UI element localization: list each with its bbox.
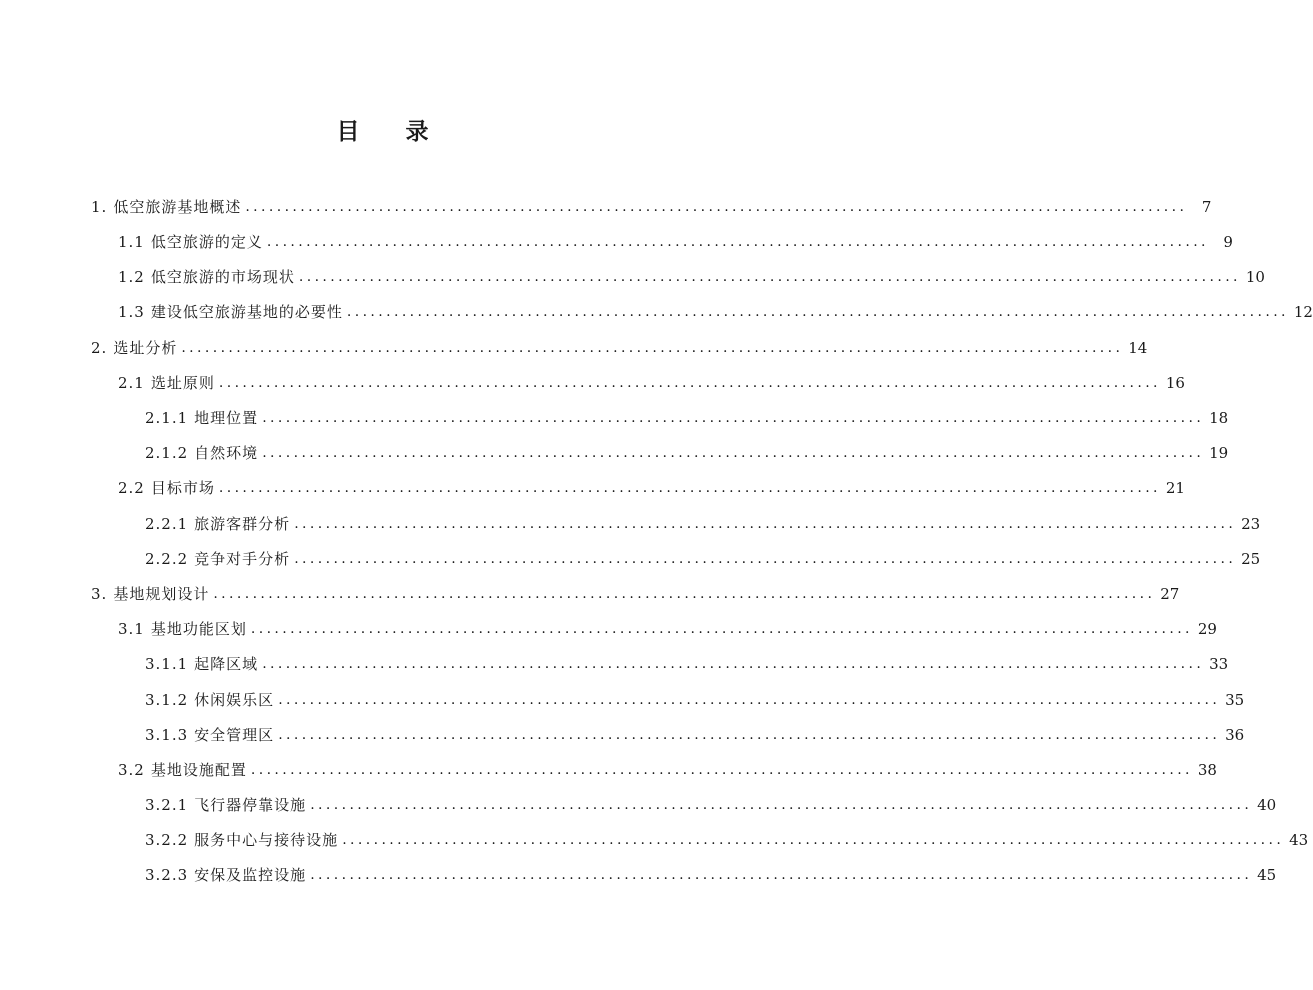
- toc-entry-text: 安全管理区: [194, 726, 275, 744]
- toc-entry-label: [145, 725, 274, 745]
- toc-entry-number: 3.1.2: [145, 691, 189, 709]
- toc-entry-number: 2.1: [118, 374, 145, 392]
- toc-entry-text: 选址原则: [150, 374, 215, 392]
- toc-leader-dots: ........................................................................................................................: [294, 516, 1237, 532]
- toc-entry-number: 3.: [91, 585, 108, 603]
- toc-entry-number: 1.1: [118, 233, 145, 251]
- toc-entry[interactable]: [0, 545, 1261, 569]
- toc-entry-label: [145, 690, 274, 710]
- toc-page-number: 45: [1257, 866, 1277, 884]
- toc-entry-text: 旅游客群分析: [194, 515, 291, 533]
- toc-leader-dots: ........................................................................................................................: [262, 410, 1205, 426]
- toc-page-number: 12: [1293, 303, 1313, 321]
- toc-entry-text: 低空旅游的市场现状: [150, 268, 295, 286]
- toc-page-number: 27: [1160, 585, 1180, 603]
- toc-entry-number: 2.1.1: [145, 409, 189, 427]
- toc-entry-label: [118, 373, 215, 393]
- toc-entry[interactable]: [0, 756, 1217, 780]
- toc-entry-number: 3.1: [118, 620, 145, 638]
- toc-entry-text: 选址分析: [113, 339, 178, 357]
- toc-entry-text: 建设低空旅游基地的必要性: [150, 303, 343, 321]
- toc-entry-number: 3.2.2: [145, 831, 189, 849]
- toc-leader-dots: ........................................................................................................................: [278, 727, 1221, 743]
- toc-entry-label: [118, 619, 247, 639]
- toc-entry-text: 地理位置: [194, 409, 259, 427]
- toc-entry[interactable]: [0, 580, 1180, 604]
- toc-entry-number: 2.2.1: [145, 515, 189, 533]
- toc-entry-label: [145, 865, 306, 885]
- toc-entry-number: 1.2: [118, 268, 145, 286]
- toc-page-number: 35: [1225, 691, 1245, 709]
- toc-entry-label: [145, 408, 258, 428]
- toc-entry[interactable]: [0, 721, 1245, 745]
- toc-leader-dots: ........................................................................................................................: [294, 551, 1237, 567]
- toc-entry[interactable]: [0, 193, 1212, 217]
- title-char: 录: [405, 119, 429, 145]
- toc-page-number: 23: [1241, 515, 1261, 533]
- toc-entry-text: 服务中心与接待设施: [194, 831, 339, 849]
- toc-page-number: 38: [1197, 761, 1217, 779]
- toc-entry-label: [145, 443, 258, 463]
- toc-entry-text: 自然环境: [194, 444, 259, 462]
- toc-page-number: 14: [1128, 339, 1148, 357]
- toc-entry-label: [118, 760, 247, 780]
- toc-entry[interactable]: [0, 615, 1217, 639]
- toc-entry-text: 基地设施配置: [150, 761, 247, 779]
- toc-entry-text: 竞争对手分析: [194, 550, 291, 568]
- toc-page-number: 18: [1209, 409, 1229, 427]
- toc-leader-dots: ........................................................................................................................: [245, 199, 1188, 215]
- toc-page-number: 7: [1201, 198, 1212, 216]
- toc-entry-number: 3.1.3: [145, 726, 189, 744]
- toc-leader-dots: ........................................................................................................................: [218, 480, 1161, 496]
- toc-entry-label: [91, 338, 177, 358]
- toc-entry[interactable]: [0, 650, 1229, 674]
- toc-entry-number: 1.3: [118, 303, 145, 321]
- toc-entry-number: 3.1.1: [145, 655, 189, 673]
- toc-page-number: 16: [1165, 374, 1185, 392]
- toc-entry-label: [145, 795, 306, 815]
- toc-leader-dots: ........................................................................................................................: [266, 234, 1209, 250]
- toc-entry[interactable]: [0, 686, 1245, 710]
- toc-entry-text: 休闲娱乐区: [194, 691, 275, 709]
- toc-leader-dots: ........................................................................................................................: [262, 656, 1205, 672]
- toc-page-number: 9: [1223, 233, 1233, 251]
- toc-leader-dots: ........................................................................................................................: [213, 586, 1156, 602]
- toc-entry-number: 3.2.1: [145, 796, 189, 814]
- toc-entry[interactable]: [0, 334, 1148, 358]
- toc-entry-text: 低空旅游基地概述: [113, 198, 242, 216]
- toc-entry[interactable]: [0, 510, 1261, 534]
- toc-entry-label: [118, 232, 263, 252]
- toc-entry-number: 3.2.3: [145, 866, 189, 884]
- toc-entry-label: [145, 514, 290, 534]
- toc-entry[interactable]: [0, 474, 1185, 498]
- toc-entry[interactable]: [0, 404, 1229, 428]
- toc-entry-text: 安保及监控设施: [194, 866, 307, 884]
- toc-entry-text: 起降区域: [194, 655, 259, 673]
- toc-entry-label: [145, 654, 258, 674]
- toc-page-number: 33: [1209, 655, 1229, 673]
- toc-entry[interactable]: [0, 861, 1277, 885]
- toc-leader-dots: ........................................................................................................................: [310, 867, 1253, 883]
- page-title: [0, 113, 765, 146]
- toc-page-number: 40: [1257, 796, 1277, 814]
- toc-entry-label: [118, 302, 343, 322]
- toc-page-number: 36: [1225, 726, 1245, 744]
- toc-entry-text: 基地功能区划: [150, 620, 247, 638]
- toc-entry[interactable]: [0, 228, 1233, 252]
- toc-entry-label: [145, 549, 290, 569]
- toc-entry[interactable]: [0, 263, 1265, 287]
- toc-entry-text: 基地规划设计: [113, 585, 210, 603]
- toc-entry-number: 2.2.2: [145, 550, 189, 568]
- title-char: 目: [336, 119, 360, 145]
- toc-entry[interactable]: [0, 439, 1229, 463]
- toc-entry[interactable]: [0, 791, 1277, 815]
- toc-entry-number: 3.2: [118, 761, 145, 779]
- toc-leader-dots: ........................................................................................................................: [181, 340, 1124, 356]
- toc-entry[interactable]: [0, 369, 1185, 393]
- toc-page-number: 25: [1241, 550, 1261, 568]
- toc-entry-text: 目标市场: [150, 479, 215, 497]
- toc-page-number: 43: [1289, 831, 1309, 849]
- toc-page-number: 29: [1197, 620, 1217, 638]
- toc-entry-number: 1.: [91, 198, 108, 216]
- toc-leader-dots: ........................................................................................................................: [250, 762, 1193, 778]
- toc-entry-number: 2.2: [118, 479, 145, 497]
- toc-leader-dots: ........................................................................................................................: [262, 445, 1205, 461]
- toc-entry-number: 2.1.2: [145, 444, 189, 462]
- toc-entry-text: 飞行器停靠设施: [194, 796, 307, 814]
- toc-entry-number: 2.: [91, 339, 108, 357]
- toc-leader-dots: ........................................................................................................................: [250, 621, 1193, 637]
- toc-entry-text: 低空旅游的定义: [150, 233, 263, 251]
- toc-leader-dots: ........................................................................................................................: [310, 797, 1253, 813]
- toc-leader-dots: ........................................................................................................................: [298, 269, 1241, 285]
- toc-leader-dots: ........................................................................................................................: [342, 832, 1285, 848]
- toc-entry[interactable]: [0, 826, 1309, 850]
- toc-leader-dots: ........................................................................................................................: [218, 375, 1161, 391]
- toc-entry-label: [91, 584, 209, 604]
- toc-page-number: 21: [1165, 479, 1185, 497]
- toc-page-number: 10: [1245, 268, 1265, 286]
- toc-entry-label: [91, 197, 241, 217]
- toc-entry[interactable]: [0, 298, 1313, 322]
- toc-entry-label: [118, 478, 215, 498]
- toc-entry-label: [145, 830, 338, 850]
- toc-entry-label: [118, 267, 295, 287]
- toc-leader-dots: ........................................................................................................................: [346, 304, 1289, 320]
- toc-leader-dots: ........................................................................................................................: [278, 692, 1221, 708]
- toc-page-number: 19: [1209, 444, 1229, 462]
